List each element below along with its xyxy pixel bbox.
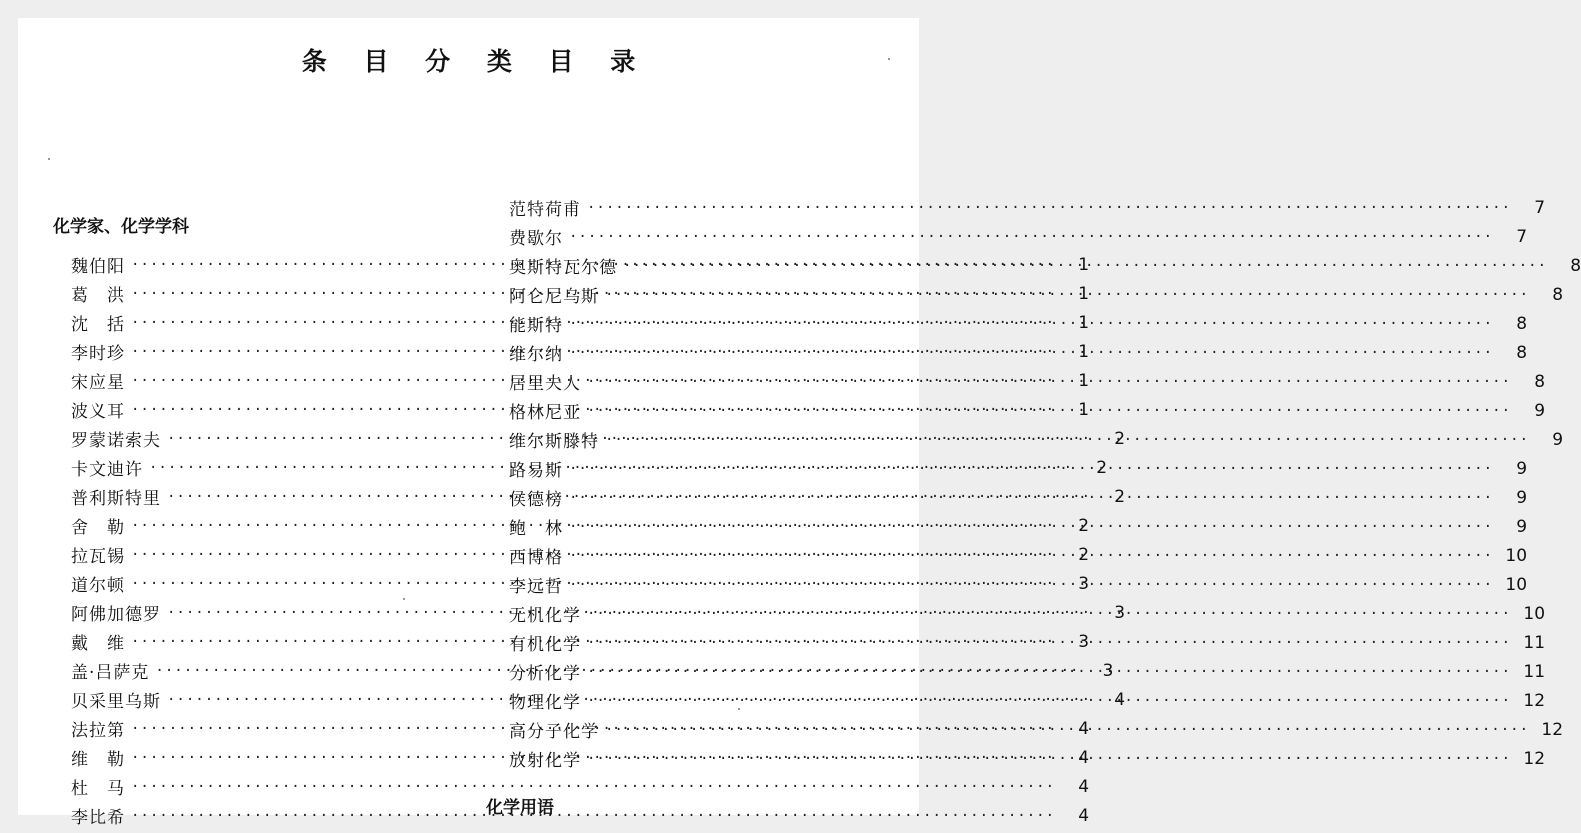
- entry-page-number: 2: [1096, 457, 1108, 478]
- leader-dots: [587, 403, 1511, 419]
- entry-page-number: 8: [1516, 342, 1528, 363]
- toc-entry: [509, 686, 1546, 715]
- entry-page-number: 7: [1534, 197, 1546, 218]
- toc-entry: [509, 541, 1528, 570]
- paper-speck: [738, 708, 740, 710]
- entry-page-number: 1: [1078, 254, 1090, 275]
- toc-entry: [509, 425, 1564, 454]
- leader-dots: [587, 606, 1511, 622]
- entry-page-number: 2: [1078, 544, 1090, 565]
- toc-entry: [509, 193, 1546, 222]
- leader-dots: [569, 490, 1493, 506]
- entry-page-number: 4: [1114, 689, 1126, 710]
- entry-name: 盖·吕萨克: [71, 663, 150, 683]
- entry-name: 西博格: [509, 548, 563, 568]
- entry-page-number: 4: [1078, 718, 1090, 739]
- leader-dots: [569, 577, 1493, 593]
- leader-dots: [587, 200, 1511, 216]
- entry-name: 宋应星: [71, 373, 125, 393]
- entry-name: 维 勒: [71, 750, 125, 770]
- entry-page-number: 10: [1505, 574, 1528, 595]
- entry-page-number: 4: [1078, 747, 1090, 768]
- entry-name: 维尔斯滕特: [509, 432, 599, 452]
- entry-page-number: 9: [1516, 458, 1528, 479]
- right-column-entries: [509, 193, 1581, 773]
- entry-page-number: 8: [1552, 284, 1564, 305]
- entry-page-number: 11: [1523, 632, 1546, 653]
- entry-name: 杜 马: [71, 779, 125, 799]
- entry-name: 鲍 林: [509, 519, 563, 539]
- leader-dots: [605, 432, 1529, 448]
- entry-name: 罗蒙诺索夫: [71, 431, 161, 451]
- entry-page-number: 3: [1078, 631, 1090, 652]
- entry-name: 戴 维: [71, 634, 125, 654]
- leader-dots: [569, 345, 1493, 361]
- entry-name: 拉瓦锡: [71, 547, 125, 567]
- entry-name: 贝采里乌斯: [71, 692, 161, 712]
- entry-page-number: 8: [1516, 313, 1528, 334]
- leader-dots: [587, 693, 1511, 709]
- entry-page-number: 8: [1534, 371, 1546, 392]
- entry-name: 阿佛加德罗: [71, 605, 161, 625]
- entry-page-number: 1: [1078, 399, 1090, 420]
- leader-dots: [131, 779, 1055, 795]
- leader-dots: [569, 229, 1493, 245]
- book-page: [18, 18, 1581, 828]
- leader-dots: [587, 751, 1511, 767]
- entry-page-number: 9: [1516, 487, 1528, 508]
- section-title-terms: 化学用语: [486, 798, 554, 818]
- entry-name: 李比希: [71, 808, 125, 828]
- entry-page-number: 9: [1534, 400, 1546, 421]
- toc-entry: [509, 628, 1546, 657]
- entry-name: 无机化学: [509, 606, 581, 626]
- toc-entry: [509, 512, 1528, 541]
- entry-name: 法拉第: [71, 721, 125, 741]
- toc-entry: [509, 280, 1564, 309]
- entry-page-number: 12: [1541, 719, 1564, 740]
- entry-page-number: 1: [1078, 370, 1090, 391]
- entry-page-number: 1: [1078, 312, 1090, 333]
- entry-page-number: 3: [1078, 573, 1090, 594]
- leader-dots: [587, 635, 1511, 651]
- leader-dots: [569, 548, 1493, 564]
- entry-name: 卡文迪许: [71, 460, 143, 480]
- entry-name: 普利斯特里: [71, 489, 161, 509]
- entry-page-number: 8: [1570, 255, 1581, 276]
- entry-name: 能斯特: [509, 316, 563, 336]
- entry-page-number: 2: [1114, 428, 1126, 449]
- entry-page-number: 3: [1114, 602, 1126, 623]
- toc-entry: [509, 222, 1528, 251]
- paper-speck: [48, 158, 50, 160]
- leader-dots: [569, 316, 1493, 332]
- toc-entry: [71, 772, 1090, 801]
- entry-name: 李远哲: [509, 577, 563, 597]
- entry-name: 魏伯阳: [71, 257, 125, 277]
- entry-page-number: 12: [1523, 748, 1546, 769]
- entry-name: 道尔顿: [71, 576, 125, 596]
- entry-page-number: 4: [1078, 805, 1090, 826]
- toc-entry: [509, 570, 1528, 599]
- entry-page-number: 10: [1523, 603, 1546, 624]
- leader-dots: [605, 722, 1529, 738]
- entry-name: 李时珍: [71, 344, 125, 364]
- entry-name: 有机化学: [509, 635, 581, 655]
- toc-entry: [509, 657, 1546, 686]
- paper-speck: [403, 598, 405, 600]
- toc-entry: [509, 309, 1528, 338]
- toc-entry: [509, 599, 1546, 628]
- toc-entry: [509, 251, 1581, 280]
- toc-entry: [509, 367, 1546, 396]
- entry-page-number: 2: [1078, 515, 1090, 536]
- entry-page-number: 12: [1523, 690, 1546, 711]
- entry-name: 阿仑尼乌斯: [509, 287, 599, 307]
- entry-name: 分析化学: [509, 664, 581, 684]
- entry-name: 高分子化学: [509, 722, 599, 742]
- entry-page-number: 3: [1102, 660, 1114, 681]
- entry-name: 波义耳: [71, 402, 125, 422]
- toc-entry: [509, 454, 1528, 483]
- entry-page-number: 11: [1523, 661, 1546, 682]
- paper-speck: [888, 58, 890, 60]
- entry-page-number: 7: [1516, 226, 1528, 247]
- entry-page-number: 1: [1078, 341, 1090, 362]
- entry-page-number: 9: [1552, 429, 1564, 450]
- entry-page-number: 10: [1505, 545, 1528, 566]
- leader-dots: [131, 808, 1055, 824]
- page-title: 条 目 分 类 目 录: [301, 47, 650, 76]
- toc-entry: [509, 483, 1528, 512]
- entry-name: 格林尼亚: [509, 403, 581, 423]
- entry-page-number: 4: [1078, 776, 1090, 797]
- entry-name: 沈 括: [71, 315, 125, 335]
- leader-dots: [569, 461, 1493, 477]
- toc-entry: [509, 338, 1528, 367]
- entry-name: 维尔纳: [509, 345, 563, 365]
- entry-name: 侯德榜: [509, 490, 563, 510]
- entry-name: 范特荷甫: [509, 200, 581, 220]
- leader-dots: [569, 519, 1493, 535]
- entry-name: 居里夫人: [509, 374, 581, 394]
- section-title-chemists: 化学家、化学学科: [53, 217, 189, 237]
- entry-name: 费歇尔: [509, 229, 563, 249]
- entry-name: 放射化学: [509, 751, 581, 771]
- toc-entry: [509, 396, 1546, 425]
- leader-dots: [605, 287, 1529, 303]
- entry-name: 物理化学: [509, 693, 581, 713]
- leader-dots: [587, 374, 1511, 390]
- entry-page-number: 1: [1078, 283, 1090, 304]
- entry-name: 舍 勒: [71, 518, 125, 538]
- toc-entry: [509, 744, 1546, 773]
- entry-page-number: 2: [1114, 486, 1126, 507]
- toc-entry: [509, 715, 1564, 744]
- entry-name: 路易斯: [509, 461, 563, 481]
- leader-dots: [623, 258, 1547, 274]
- entry-page-number: 9: [1516, 516, 1528, 537]
- entry-name: 葛 洪: [71, 286, 125, 306]
- leader-dots: [587, 664, 1511, 680]
- entry-name: 奥斯特瓦尔德: [509, 258, 617, 278]
